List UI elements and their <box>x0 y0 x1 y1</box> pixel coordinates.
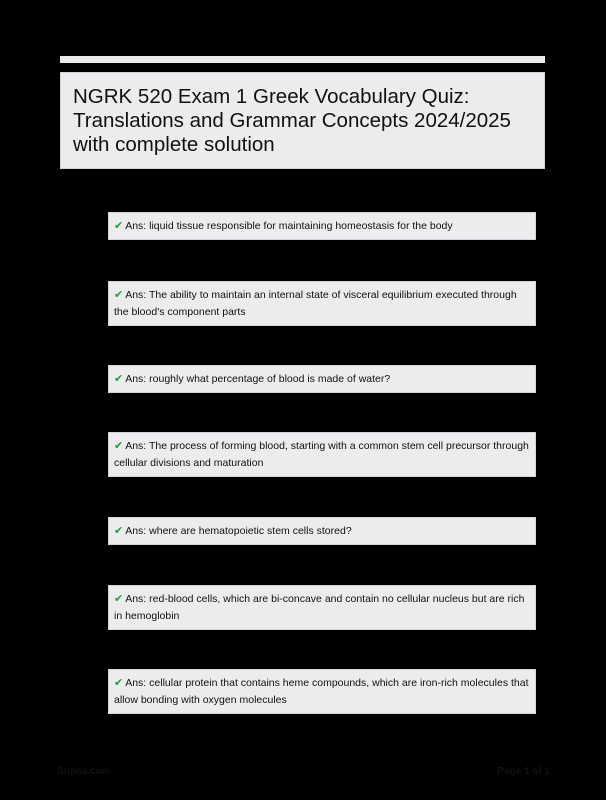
answer-text: Ans: cellular protein that contains heme compounds, which are iron-rich molecules that allow bonding with oxygen molecules <box>114 677 529 706</box>
answer-item <box>108 365 536 393</box>
check-icon: ✔ <box>114 372 124 385</box>
answer-item <box>108 212 536 240</box>
answer-item <box>108 517 536 545</box>
answer-text: Ans: where are hematopoietic stem cells stored? <box>125 525 352 537</box>
check-icon: ✔ <box>114 676 124 689</box>
title-box <box>60 72 545 169</box>
check-icon: ✔ <box>114 439 124 452</box>
answer-item <box>108 585 536 630</box>
answer-text: Ans: red-blood cells, which are bi-concave and contain no cellular nucleus but are rich in hemoglobin <box>114 593 525 622</box>
answer-item <box>108 281 536 326</box>
answer-text: Ans: roughly what percentage of blood is made of water? <box>125 373 391 385</box>
check-icon: ✔ <box>114 219 124 232</box>
check-icon: ✔ <box>114 288 124 301</box>
footer-left[interactable]: Stuvia.com <box>57 766 111 777</box>
answer-text: Ans: liquid tissue responsible for maintaining homeostasis for the body <box>125 220 453 232</box>
answer-text: Ans: The process of forming blood, starting with a common stem cell precursor through cellular divisions and maturation <box>114 440 529 469</box>
check-icon: ✔ <box>114 592 124 605</box>
answer-text: Ans: The ability to maintain an internal state of visceral equilibrium executed through the blood's component parts <box>114 289 517 318</box>
footer-right: Page 1 of 1 <box>497 766 550 777</box>
answer-item <box>108 669 536 714</box>
check-icon: ✔ <box>114 524 124 537</box>
top-rule <box>60 56 545 63</box>
page-title: NGRK 520 Exam 1 Greek Vocabulary Quiz: Translations and Grammar Concepts 2024/2025 with complete solution <box>73 85 511 156</box>
answer-item <box>108 432 536 477</box>
